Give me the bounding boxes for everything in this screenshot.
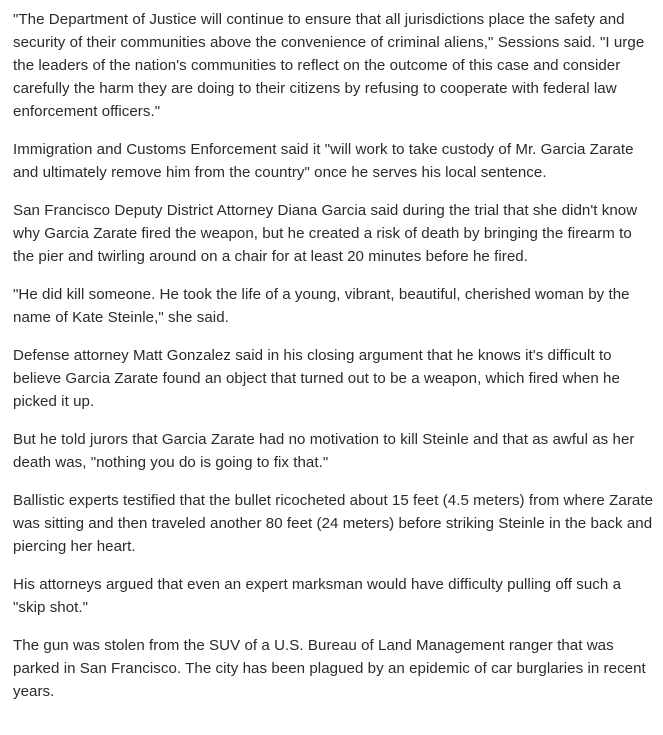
article-paragraph: San Francisco Deputy District Attorney Diana Garcia said during the trial that she didn't know why Garcia Zarate fired the weapon, but he created a risk of death by bringing the firearm to the pier and twirling around on a chair for at least 20 minutes before he fired.: [13, 202, 638, 265]
article-paragraph: The gun was stolen from the SUV of a U.S. Bureau of Land Management ranger that was parked in San Francisco. The city has been plagued by an epidemic of car burglaries in recent years.: [13, 637, 646, 700]
article-paragraph: Immigration and Customs Enforcement said it "will work to take custody of Mr. Garcia Zarate and ultimately remove him from the country" once he serves his local sentence.: [13, 141, 634, 181]
article-paragraph: Defense attorney Matt Gonzalez said in his closing argument that he knows it's difficult to believe Garcia Zarate found an object that turned out to be a weapon, which fired when he picked it up.: [13, 347, 620, 410]
article-paragraph: Ballistic experts testified that the bullet ricocheted about 15 feet (4.5 meters) from where Zarate was sitting and then traveled another 80 feet (24 meters) before striking Steinle in the back and piercing her heart.: [13, 492, 654, 555]
article-paragraph: But he told jurors that Garcia Zarate had no motivation to kill Steinle and that as awful as her death was, "nothing you do is going to fix that.": [13, 431, 635, 471]
article-paragraph: "He did kill someone. He took the life of a young, vibrant, beautiful, cherished woman by the name of Kate Steinle," she said.: [13, 286, 630, 326]
article-paragraph: His attorneys argued that even an expert marksman would have difficulty pulling off such a "skip shot.": [13, 576, 622, 616]
article-paragraph: "The Department of Justice will continue to ensure that all jurisdictions place the safety and security of their communities above the convenience of criminal aliens," Sessions said. "I urge the leaders of the nation's communities to reflect on the outcome of this case and consider carefully the harm they are doing to their citizens by refusing to cooperate with federal law enforcement officers.": [13, 11, 645, 120]
